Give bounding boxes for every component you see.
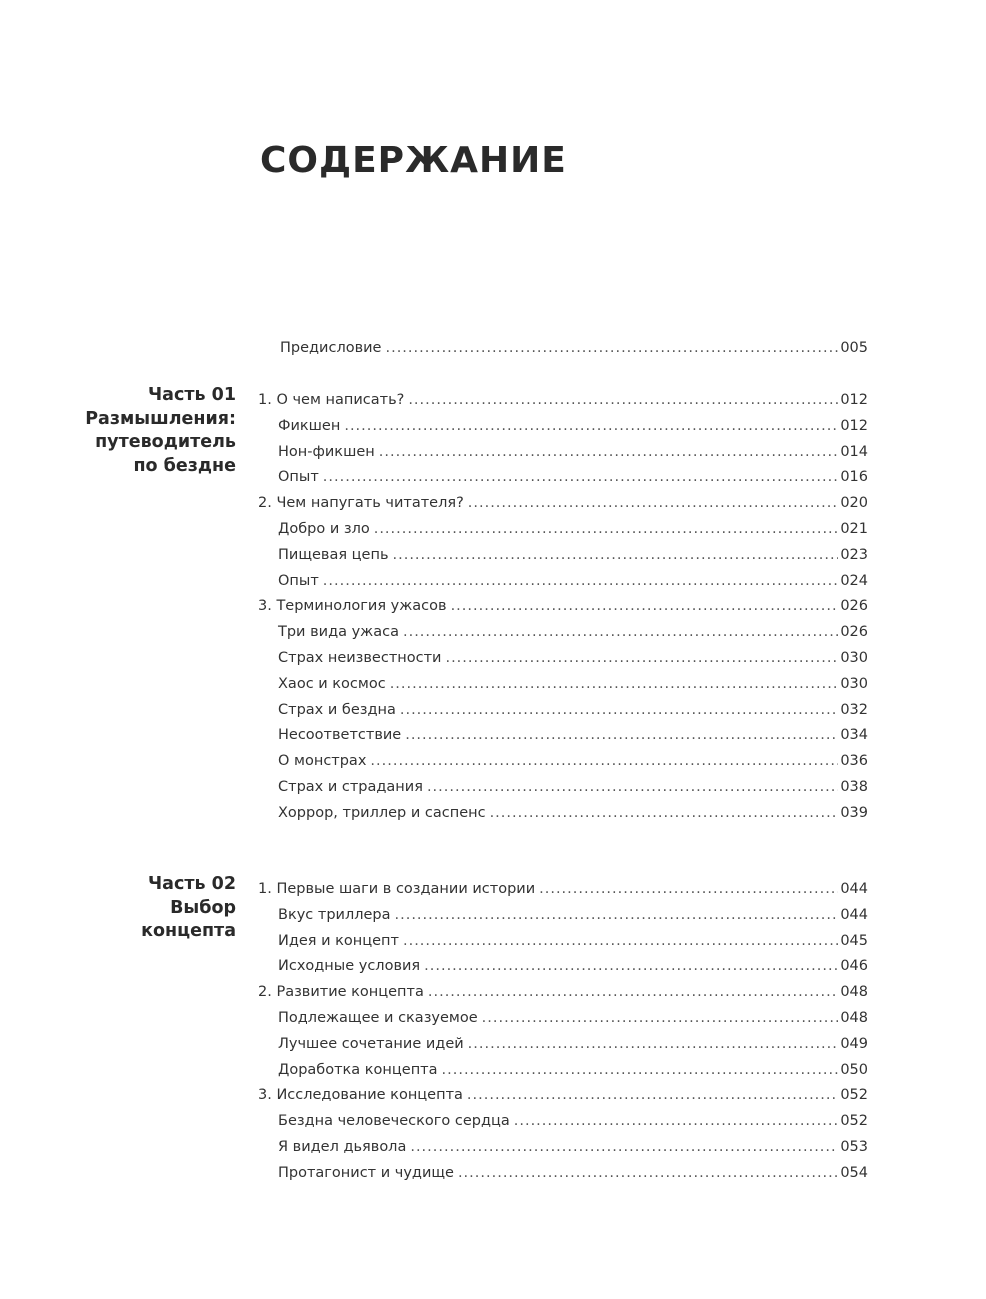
toc-entry-title: Я видел дьявола (278, 1138, 407, 1155)
toc-entry[interactable] (258, 779, 868, 805)
part-label-line: Часть 01 (148, 385, 236, 405)
dot-leader (385, 340, 838, 356)
dot-leader (468, 1036, 839, 1052)
toc-entry-title: Идея и концепт (278, 932, 399, 949)
toc-entry[interactable] (258, 805, 868, 831)
toc-entry-page: 032 (840, 701, 868, 718)
part-label-line: Выбор (170, 897, 236, 918)
toc-entry-page: 044 (840, 906, 868, 923)
dot-leader (390, 676, 839, 692)
toc-entry-title: Страх неизвестности (278, 649, 442, 666)
toc-entry[interactable] (258, 907, 868, 933)
dot-leader (323, 573, 839, 589)
toc-entry[interactable] (258, 1036, 868, 1062)
toc-entry-title: 2. Чем напугать читателя? (258, 495, 464, 512)
dot-leader (403, 933, 838, 949)
dot-leader (467, 1087, 838, 1103)
toc-entry-page: 026 (840, 598, 868, 615)
toc-entry-page: 039 (840, 804, 868, 821)
page-title: СОДЕРЖАНИЕ (260, 140, 567, 181)
toc-entry-page: 050 (840, 1061, 868, 1078)
dot-leader (428, 984, 838, 1000)
dot-leader (405, 727, 838, 743)
toc-entry-title: 1. Первые шаги в создании истории (258, 881, 536, 897)
toc-entry-title: Лучшее сочетание идей (278, 1035, 464, 1052)
toc-entry-title: Бездна человеческого сердца (278, 1113, 510, 1130)
toc-entry-title: Протагонист и чудище (278, 1164, 454, 1181)
part-label-line: Размышления: (85, 408, 236, 429)
dot-leader (451, 598, 839, 614)
dot-leader (539, 881, 838, 897)
toc-entry[interactable] (258, 933, 868, 959)
toc-entry-page: 023 (840, 546, 868, 563)
toc-entry-page: 026 (840, 624, 868, 641)
toc-entry-page: 012 (840, 392, 868, 408)
dot-leader (410, 1139, 838, 1155)
dot-leader (403, 624, 838, 640)
toc-entry[interactable] (258, 702, 868, 728)
part-label (36, 873, 236, 944)
toc-entry-title: 2. Развитие концепта (258, 984, 424, 1001)
toc-entry-page: 030 (840, 675, 868, 692)
toc-entry[interactable] (258, 469, 868, 495)
toc-entry-title: 3. Терминология ужасов (258, 598, 447, 615)
toc-entry-title: Несоответствие (278, 727, 402, 744)
toc-entry-title: Три вида ужаса (278, 624, 399, 641)
dot-leader (468, 495, 839, 511)
dot-leader (408, 392, 838, 408)
toc-entry-title: О монстрах (278, 753, 367, 770)
toc-entries (258, 881, 868, 1191)
dot-leader (344, 418, 838, 434)
toc-entry[interactable] (258, 727, 868, 753)
toc-entry[interactable] (258, 1113, 868, 1139)
toc-entry-page: 038 (840, 778, 868, 795)
toc-entry[interactable] (258, 495, 868, 521)
dot-leader (379, 444, 839, 460)
toc-entry-title: Нон-фикшен (278, 443, 375, 460)
toc-entry-title: Фикшен (278, 417, 341, 434)
toc-entry-page: 020 (840, 495, 868, 512)
toc-entry[interactable] (258, 521, 868, 547)
dot-leader (482, 1010, 839, 1026)
toc-entry-title: Страх и страдания (278, 778, 423, 795)
dot-leader (400, 702, 838, 718)
toc-entry-page: 005 (840, 340, 868, 356)
toc-entry[interactable] (258, 1139, 868, 1165)
toc-entry-title: Добро и зло (278, 520, 370, 537)
dot-leader (442, 1062, 839, 1078)
toc-entry-title: Вкус триллера (278, 906, 391, 923)
toc-entry[interactable] (258, 1010, 868, 1036)
toc-entry-title: Хаос и космос (278, 675, 386, 692)
toc-entry-title: Предисловие (280, 340, 382, 356)
dot-leader (427, 779, 838, 795)
toc-entry-preface[interactable] (280, 340, 868, 366)
toc-entry-page: 049 (840, 1035, 868, 1052)
part-label-line: концепта (141, 921, 236, 941)
toc-entry-page: 052 (840, 1113, 868, 1130)
toc-entry-page: 048 (840, 1009, 868, 1026)
toc-entry-page: 036 (840, 753, 868, 770)
dot-leader (374, 521, 839, 537)
toc-entry-title: 1. О чем написать? (258, 392, 405, 408)
toc-entry-title: Пищевая цепь (278, 546, 389, 563)
toc-entry-page: 021 (840, 520, 868, 537)
toc-entry-page: 024 (840, 572, 868, 589)
dot-leader (445, 650, 838, 666)
toc-entry-page: 016 (840, 469, 868, 486)
toc-entry[interactable] (258, 984, 868, 1010)
toc-entry-page: 045 (840, 932, 868, 949)
dot-leader (393, 547, 839, 563)
dot-leader (490, 805, 839, 821)
toc-entry-page: 048 (840, 984, 868, 1001)
toc-entry-page: 044 (840, 881, 868, 897)
toc-entry-title: Подлежащее и сказуемое (278, 1009, 478, 1026)
toc-entry[interactable] (258, 444, 868, 470)
toc-entry[interactable] (258, 650, 868, 676)
toc-entries (258, 392, 868, 831)
toc-entry[interactable] (258, 1087, 868, 1113)
toc-entry[interactable] (258, 418, 868, 444)
dot-leader (323, 469, 839, 485)
toc-entry-title: Страх и бездна (278, 701, 396, 718)
dot-leader (424, 958, 838, 974)
dot-leader (514, 1113, 839, 1129)
toc-entry[interactable] (258, 547, 868, 573)
toc-entry-page: 046 (840, 958, 868, 975)
toc-entry-page: 054 (840, 1164, 868, 1181)
toc-entry-title: Опыт (278, 469, 319, 486)
toc-entry[interactable] (258, 676, 868, 702)
dot-leader (370, 753, 838, 769)
part-label-line: по бездне (133, 455, 236, 476)
toc-entry-title: Хоррор, триллер и саспенс (278, 804, 486, 821)
toc-entry[interactable] (258, 958, 868, 984)
part-label-line: путеводитель (95, 432, 236, 452)
toc-entry[interactable] (258, 598, 868, 624)
toc-entry[interactable] (258, 1165, 868, 1191)
toc-entry-title: Опыт (278, 572, 319, 589)
toc-entry-page: 052 (840, 1087, 868, 1104)
toc-entry[interactable] (258, 881, 868, 907)
dot-leader (458, 1165, 838, 1181)
toc-entry[interactable] (258, 753, 868, 779)
dot-leader (395, 907, 839, 923)
toc-entry-title: 3. Исследование концепта (258, 1087, 463, 1104)
part-label-line: Часть 02 (148, 874, 236, 894)
toc-entry-title: Доработка концепта (278, 1061, 438, 1078)
toc-entry-page: 053 (840, 1138, 868, 1155)
toc-entry-page: 034 (840, 727, 868, 744)
toc-entry[interactable] (258, 573, 868, 599)
toc-entry[interactable] (258, 392, 868, 418)
toc-entry-page: 014 (840, 443, 868, 460)
toc-entry-title: Исходные условия (278, 958, 421, 975)
toc-entry[interactable] (258, 1062, 868, 1088)
toc-entry-page: 030 (840, 649, 868, 666)
part-label (36, 384, 236, 478)
toc-entry-page: 012 (840, 417, 868, 434)
toc-entry[interactable] (258, 624, 868, 650)
